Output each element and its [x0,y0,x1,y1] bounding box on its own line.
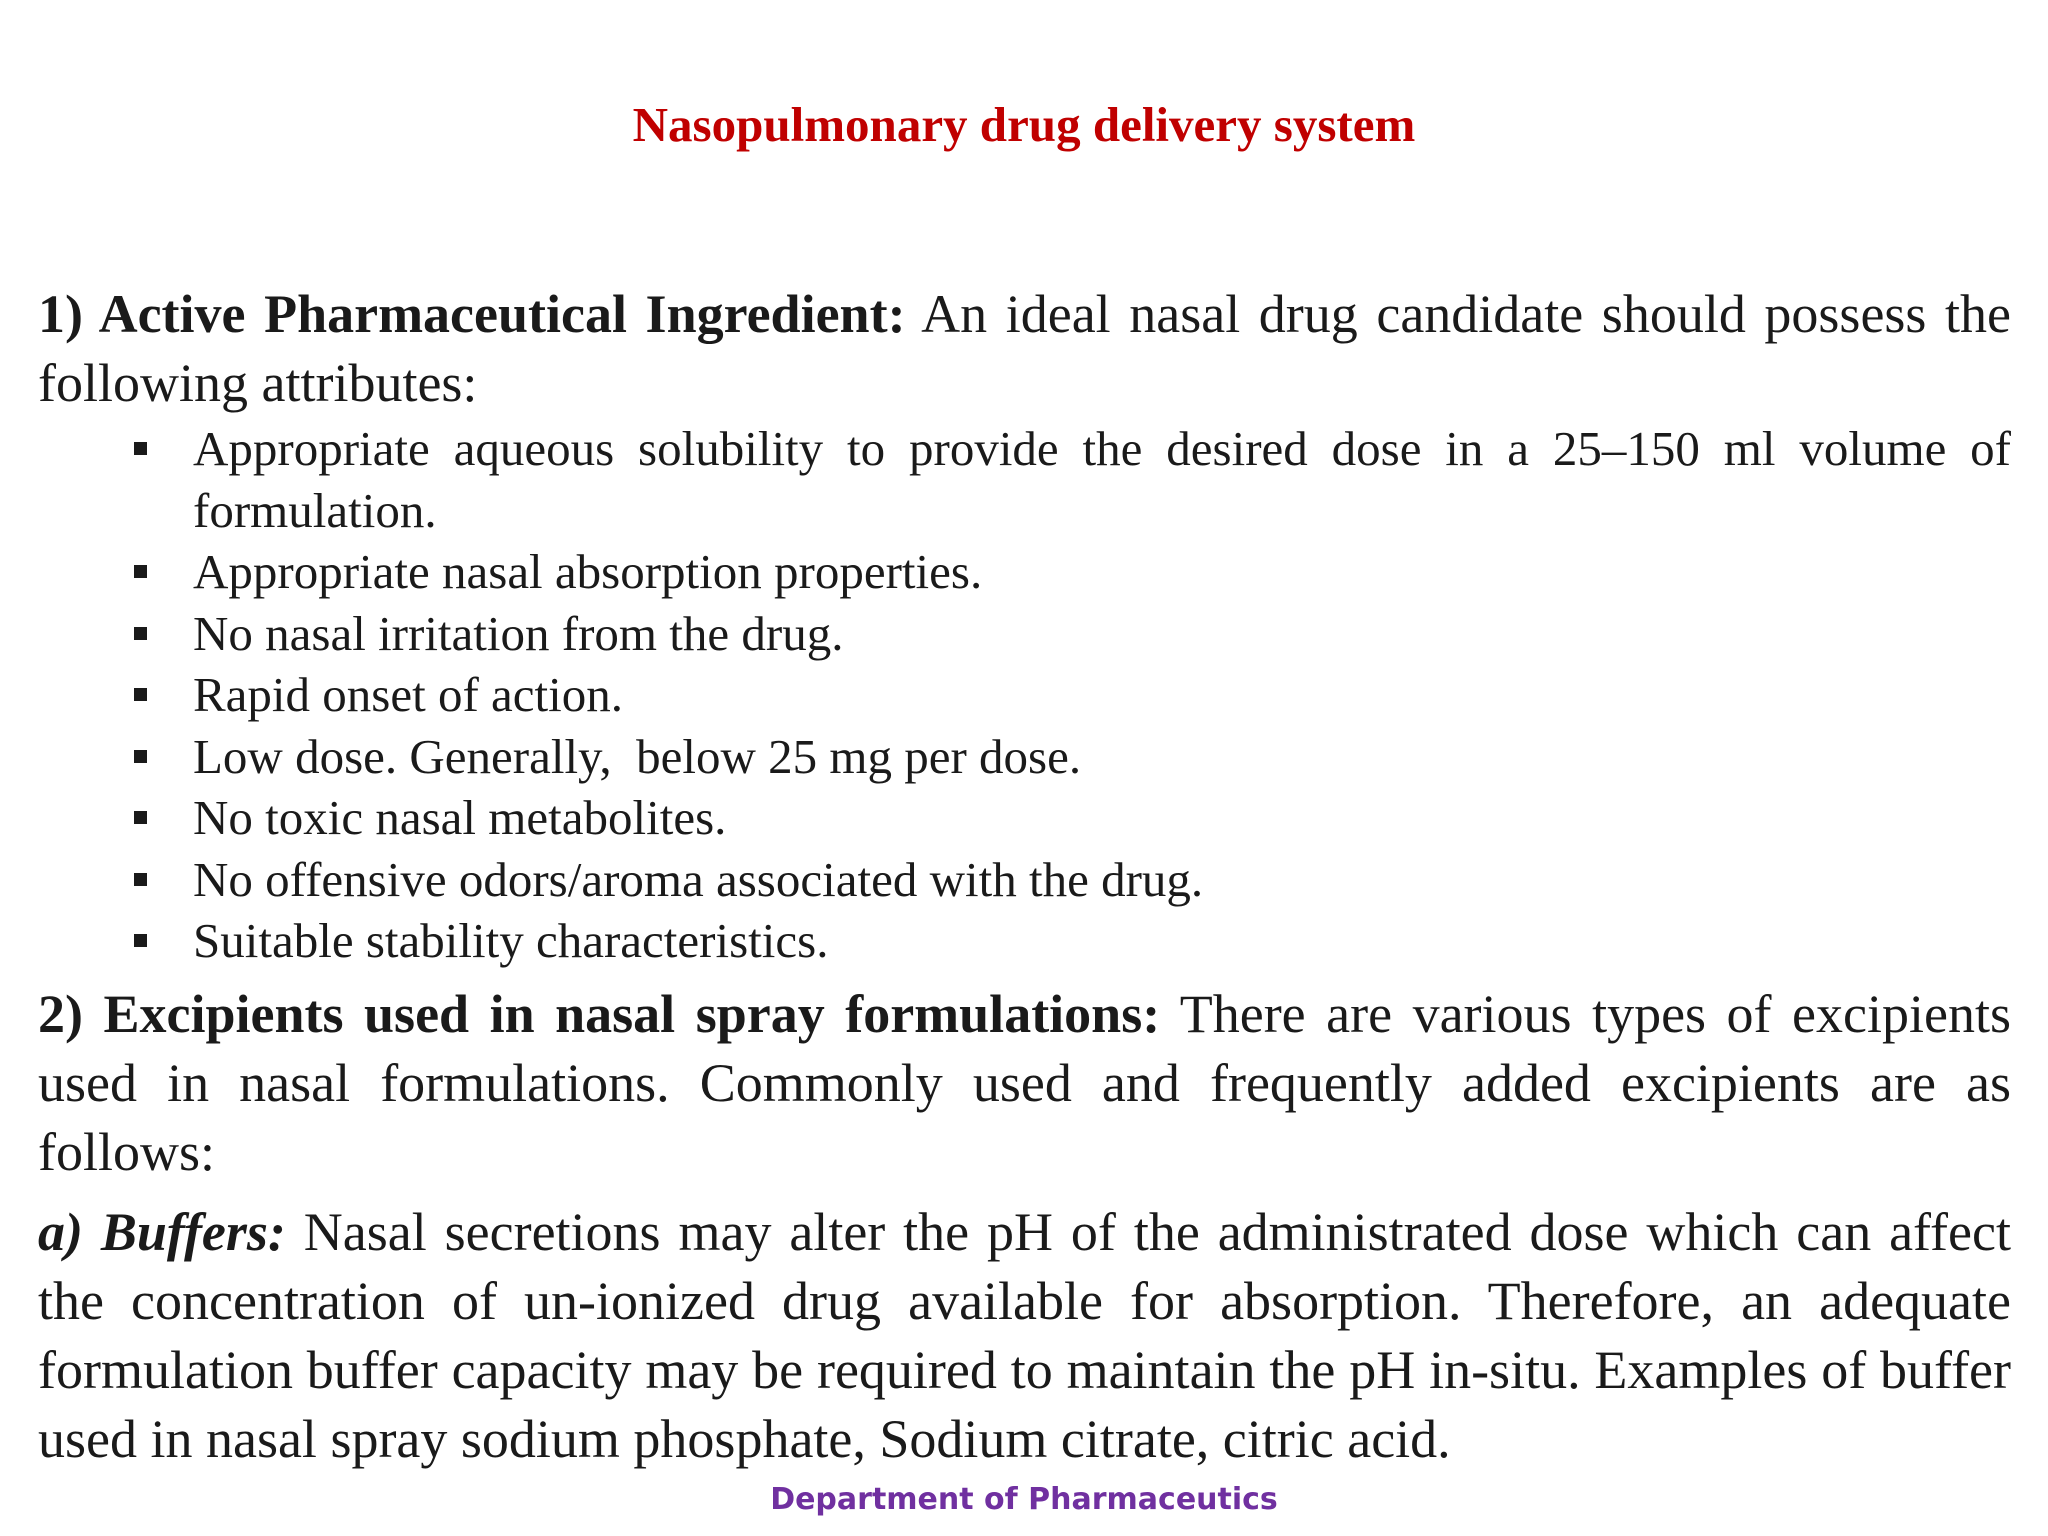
list-item: Low dose. Generally, below 25 mg per dose. [193,726,2011,788]
section-2-text: There are various types of excipients used in nasal formulations. Commonly used and frequently added excipients are as follows: [38,983,2011,1182]
square-bullet-icon [134,565,147,578]
list-item: Rapid onset of action. [193,664,2011,726]
list-item: No nasal irritation from the drug. [193,603,2011,665]
buffers-text: Nasal secretions may alter the pH of the administrated dose which can affect the concentration of un-ionized drug available for absorption. Therefore, an adequate formulation buffer capacity may be required to maintain the pH in-situ. Examples of buffer used in nasal spray sodium phosphate, Sodium citrate, citric acid. [38,1201,2011,1469]
footer-department: Department of Pharmaceutics [770,1482,1278,1517]
list-item: No toxic nasal metabolites. [193,787,2011,849]
square-bullet-icon [134,750,147,763]
list-item: Suitable stability characteristics. [193,910,2011,972]
section-1-intro: An ideal nasal drug candidate should possess the following attributes: [38,284,2011,413]
square-bullet-icon [134,627,147,640]
square-bullet-icon [134,873,147,886]
section-2-heading: 2) Excipients used in nasal spray formulations: [38,983,1161,1044]
section-1-paragraph [38,280,2011,418]
section-2-paragraph [38,980,2011,1187]
square-bullet-icon [134,811,147,824]
slide-title: Nasopulmonary drug delivery system [632,97,1416,152]
buffers-paragraph [38,1198,2011,1474]
attributes-list [38,418,2011,972]
list-item: No offensive odors/aroma associated with the drug. [193,849,2011,911]
square-bullet-icon [134,442,147,455]
square-bullet-icon [134,688,147,701]
list-item: Appropriate aqueous solubility to provide the desired dose in a 25–150 ml volume of formulation. [193,418,2011,541]
section-1-heading: 1) Active Pharmaceutical Ingredient: [38,284,906,344]
square-bullet-icon [134,934,147,947]
buffers-heading: a) Buffers: [38,1201,286,1262]
list-item: Appropriate nasal absorption properties. [193,541,2011,603]
attributes-list-wrapper [38,418,2011,980]
slide-content [38,280,2011,1474]
